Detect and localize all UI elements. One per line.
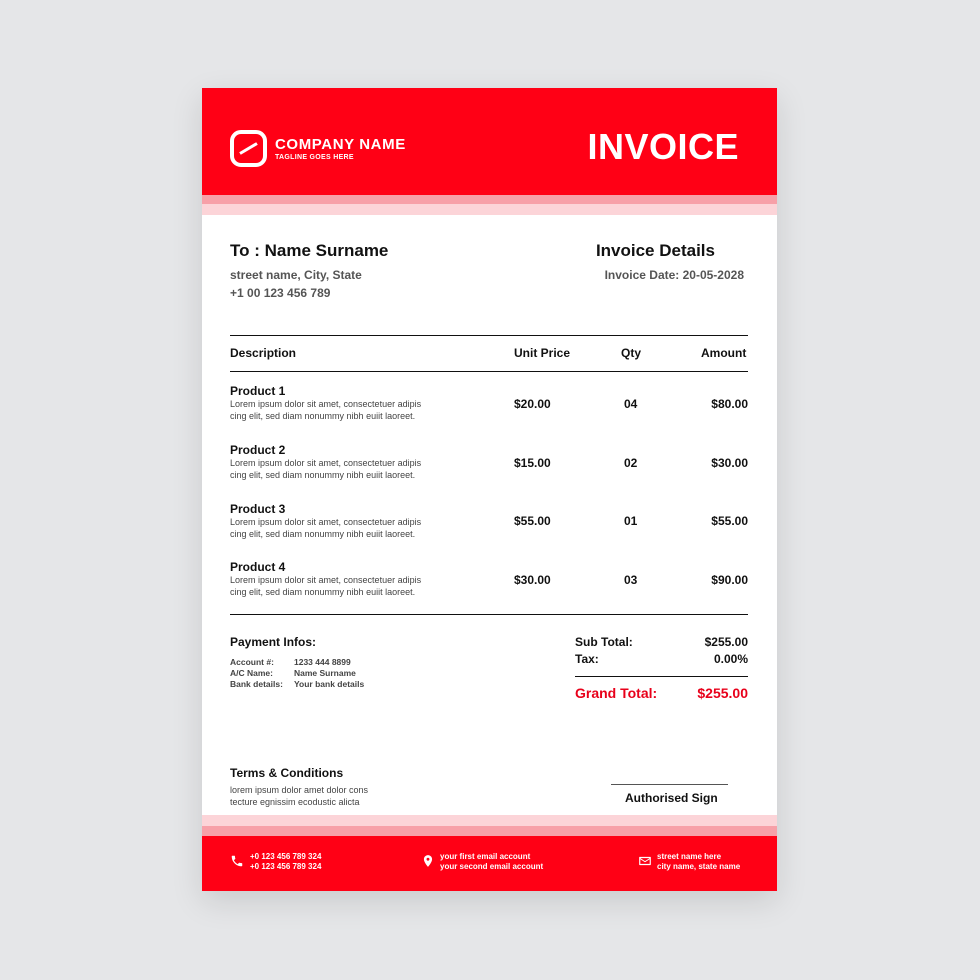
mail-icon <box>638 854 652 868</box>
invoice-header <box>202 88 777 195</box>
signature-label: Authorised Sign <box>625 791 718 805</box>
account-number-value: 1233 444 8899 <box>294 657 351 667</box>
footer-address-line: city name, state name <box>657 862 741 871</box>
tax-value: 0.00% <box>713 652 748 666</box>
recipient-phone: +1 00 123 456 789 <box>230 286 331 300</box>
terms-line: lorem ipsum dolor amet dolor cons <box>230 785 369 795</box>
row-product-name: Product 3 <box>230 502 286 516</box>
payment-infos-title: Payment Infos: <box>230 635 317 649</box>
col-header-qty: Qty <box>621 346 642 360</box>
footer-stripe-light <box>202 815 777 826</box>
row-unit-price: $20.00 <box>514 397 551 411</box>
row-desc-line: cing elit, sed diam nonummy nibh euiit laoreet. <box>230 470 416 480</box>
invoice-footer <box>202 836 777 891</box>
recipient-address: street name, City, State <box>230 268 362 282</box>
row-product-desc <box>230 574 460 598</box>
row-qty: 04 <box>624 397 638 411</box>
row-unit-price: $15.00 <box>514 456 551 470</box>
col-header-unit-price: Unit Price <box>514 346 571 360</box>
company-tagline: TAGLINE GOES HERE <box>275 154 354 161</box>
footer-address-line: street name here <box>657 852 722 861</box>
footer-stripe-dark <box>202 826 777 836</box>
terms-title: Terms & Conditions <box>230 766 344 780</box>
recipient-name: To : Name Surname <box>230 241 389 260</box>
footer-phone-line: +0 123 456 789 324 <box>250 862 322 871</box>
col-header-description: Description <box>230 346 297 360</box>
table-bottom-rule <box>230 614 748 615</box>
signature-line <box>611 784 728 785</box>
row-qty: 02 <box>624 456 638 470</box>
company-logo-icon <box>230 130 267 167</box>
row-amount: $80.00 <box>711 397 748 411</box>
footer-phone-line: +0 123 456 789 324 <box>250 852 322 861</box>
row-desc-line: Lorem ipsum dolor sit amet, consectetuer adipis <box>230 517 422 527</box>
row-unit-price: $55.00 <box>514 514 551 528</box>
row-desc-line: cing elit, sed diam nonummy nibh euiit laoreet. <box>230 587 416 597</box>
row-amount: $55.00 <box>711 514 748 528</box>
row-product-desc <box>230 457 460 481</box>
terms-text <box>230 784 400 808</box>
tax-label: Tax: <box>575 652 599 666</box>
bank-details-label: Bank details: <box>230 679 283 689</box>
subtotal-value: $255.00 <box>704 635 748 649</box>
subtotal-label: Sub Total: <box>575 635 633 649</box>
row-qty: 03 <box>624 573 638 587</box>
row-unit-price: $30.00 <box>514 573 551 587</box>
row-product-desc <box>230 516 460 540</box>
row-desc-line: Lorem ipsum dolor sit amet, consectetuer adipis <box>230 399 422 409</box>
footer-email-line: your second email account <box>440 862 544 871</box>
bank-details-value: Your bank details <box>294 679 365 689</box>
phone-icon <box>230 854 244 868</box>
footer-phone <box>250 852 321 872</box>
terms-line: tecture egnissim ecodustic alicta <box>230 797 360 807</box>
account-number-label: Account #: <box>230 657 274 667</box>
table-header-rule <box>230 371 748 372</box>
col-header-amount: Amount <box>701 346 747 360</box>
ac-name-label: A/C Name: <box>230 668 273 678</box>
invoice-title: INVOICE <box>587 126 739 167</box>
header-stripe-dark <box>202 195 777 204</box>
grand-total-value: $255.00 <box>697 685 748 701</box>
row-desc-line: Lorem ipsum dolor sit amet, consectetuer adipis <box>230 458 422 468</box>
row-amount: $90.00 <box>711 573 748 587</box>
header-stripe-light <box>202 204 777 215</box>
summary-rule <box>575 676 748 677</box>
footer-email-line: your first email account <box>440 852 531 861</box>
footer-address <box>657 852 740 872</box>
row-desc-line: Lorem ipsum dolor sit amet, consectetuer adipis <box>230 575 422 585</box>
row-desc-line: cing elit, sed diam nonummy nibh euiit laoreet. <box>230 529 416 539</box>
row-amount: $30.00 <box>711 456 748 470</box>
row-qty: 01 <box>624 514 638 528</box>
row-product-name: Product 4 <box>230 560 286 574</box>
footer-email <box>440 852 543 872</box>
table-top-rule <box>230 335 748 336</box>
invoice-sheet <box>202 88 777 891</box>
company-name: COMPANY NAME <box>275 136 406 153</box>
location-pin-icon <box>421 854 435 868</box>
row-product-desc <box>230 398 460 422</box>
row-product-name: Product 1 <box>230 384 286 398</box>
row-product-name: Product 2 <box>230 443 286 457</box>
invoice-date: Invoice Date: 20-05-2028 <box>604 268 744 282</box>
grand-total-label: Grand Total: <box>575 685 658 701</box>
invoice-details-title: Invoice Details <box>595 241 715 260</box>
ac-name-value: Name Surname <box>294 668 356 678</box>
row-desc-line: cing elit, sed diam nonummy nibh euiit laoreet. <box>230 411 416 421</box>
